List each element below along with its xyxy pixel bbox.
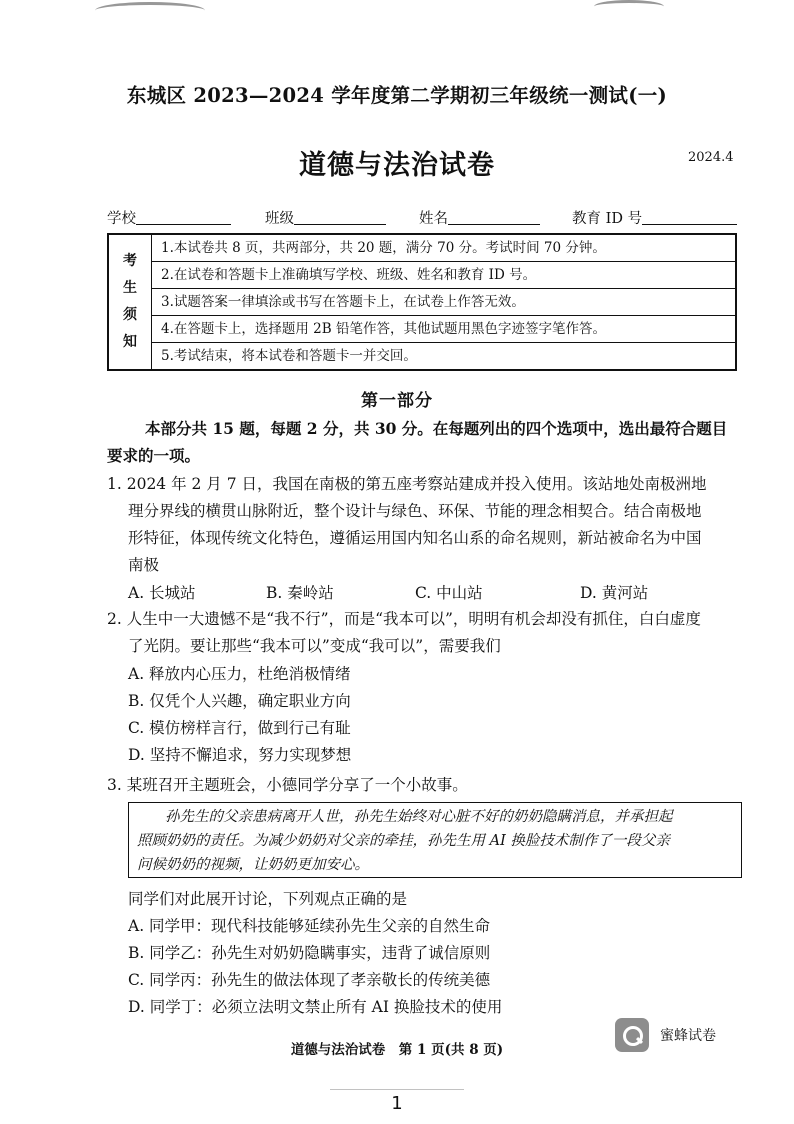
- brand-name: 蜜蜂试卷: [660, 1028, 716, 1044]
- question-1-option-a: A. 长城站: [128, 584, 196, 602]
- class-field: [265, 207, 386, 228]
- page-number: 1: [391, 1093, 403, 1114]
- exam-date: 2024.4: [688, 150, 734, 165]
- education-id-label: 教育 ID 号: [572, 211, 643, 227]
- question-1-option-d: D. 黄河站: [580, 584, 649, 602]
- question-2-option-b: B. 仅凭个人兴趣，确定职业方向: [128, 692, 351, 710]
- story-line: 孙先生的父亲患病离开人世，孙先生始终对心脏不好的奶奶隐瞒消息，并承担起: [165, 809, 673, 825]
- part-instructions: 要求的一项。: [107, 446, 201, 465]
- name-blank: [448, 210, 540, 225]
- question-3-option-d: D. 同学丁：必须立法明文禁止所有 AI 换脸技术的使用: [128, 998, 503, 1016]
- question-1-text: 形特征，体现传统文化特色，遵循运用国内知名山系的命名规则，新站被命名为中国: [128, 529, 702, 547]
- search-logo-icon: [615, 1018, 649, 1052]
- question-3-option-b: B. 同学乙：孙先生对奶奶隐瞒事实，违背了诚信原则: [128, 944, 491, 962]
- question-1-text: 理分界线的横贯山脉附近，整个设计与绿色、环保、节能的理念相契合。结合南极地: [128, 502, 702, 520]
- student-info-fields: [107, 207, 737, 228]
- exam-notice-box: [107, 233, 737, 371]
- question-3-stem: 3. 某班召开主题班会，小德同学分享了一个小故事。: [107, 776, 468, 794]
- class-label: 班级: [265, 211, 294, 227]
- notice-item: 5.考试结束，将本试卷和答题卡一并交回。: [161, 348, 417, 364]
- school-blank: [136, 210, 231, 225]
- school-field: [107, 207, 231, 228]
- education-id-field: [572, 207, 737, 228]
- brand-badge[interactable]: [615, 1018, 716, 1052]
- question-1-option-c: C. 中山站: [415, 584, 483, 602]
- question-3-story-box: [128, 802, 742, 878]
- question-2-option-a: A. 释放内心压力，杜绝消极情绪: [128, 665, 351, 683]
- notice-item: 4.在答题卡上，选择题用 2B 铅笔作答，其他试题用黑色字迹签字笔作答。: [152, 316, 735, 343]
- school-label: 学校: [107, 211, 136, 227]
- question-1-text: 南极: [128, 556, 160, 574]
- exam-title: 东城区 2023—2024 学年度第二学期初三年级统一测试(一): [126, 84, 668, 107]
- notice-item: 3.试题答案一律填涂或书写在答题卡上，在试卷上作答无效。: [152, 289, 735, 316]
- question-3-question: 同学们对此展开讨论，下列观点正确的是: [128, 890, 408, 908]
- question-1-option-b: B. 秦岭站: [266, 584, 334, 602]
- page-footer: 道德与法治试卷 第 1 页(共 8 页): [290, 1042, 504, 1058]
- divider: [330, 1089, 464, 1090]
- name-label: 姓名: [419, 211, 448, 227]
- story-line: 问候奶奶的视频，让奶奶更加安心。: [137, 857, 369, 873]
- question-1-text: 1. 2024 年 2 月 7 日，我国在南极的第五座考察站建成并投入使用。该站地处南极洲地: [107, 475, 707, 493]
- question-2-text: 2. 人生中一大遗憾不是“我不行”，而是“我本可以”，明明有机会却没有抓住，白白虚度: [107, 610, 701, 628]
- notice-items: [152, 235, 735, 369]
- question-2-text: 了光阴。要让那些“我本可以”变成“我可以”，需要我们: [128, 637, 501, 655]
- notice-heading: 考 生 须 知: [109, 235, 152, 369]
- education-id-blank: [642, 210, 737, 225]
- part-instructions: 本部分共 15 题，每题 2 分，共 30 分。在每题列出的四个选项中，选出最符合题目: [145, 419, 728, 438]
- question-2-option-c: C. 模仿榜样言行，做到行己有耻: [128, 719, 351, 737]
- story-line: 照顾奶奶的责任。为减少奶奶对父亲的牵挂，孙先生用 AI 换脸技术制作了一段父亲: [137, 833, 670, 849]
- scan-edge-shadow: [95, 2, 205, 19]
- notice-item: 1.本试卷共 8 页，共两部分，共 20 题，满分 70 分。考试时间 70 分钟。: [152, 235, 735, 262]
- scan-edge-shadow: [594, 0, 664, 13]
- question-2-option-d: D. 坚持不懈追求，努力实现梦想: [128, 746, 352, 764]
- class-blank: [294, 210, 386, 225]
- part-title: 第一部分: [361, 391, 433, 411]
- question-3-option-a: A. 同学甲：现代科技能够延续孙先生父亲的自然生命: [128, 917, 491, 935]
- subject-title: 道德与法治试卷: [299, 150, 495, 181]
- name-field: [419, 207, 540, 228]
- question-3-option-c: C. 同学丙：孙先生的做法体现了孝亲敬长的传统美德: [128, 971, 491, 989]
- notice-item: 2.在试卷和答题卡上准确填写学校、班级、姓名和教育 ID 号。: [152, 262, 735, 289]
